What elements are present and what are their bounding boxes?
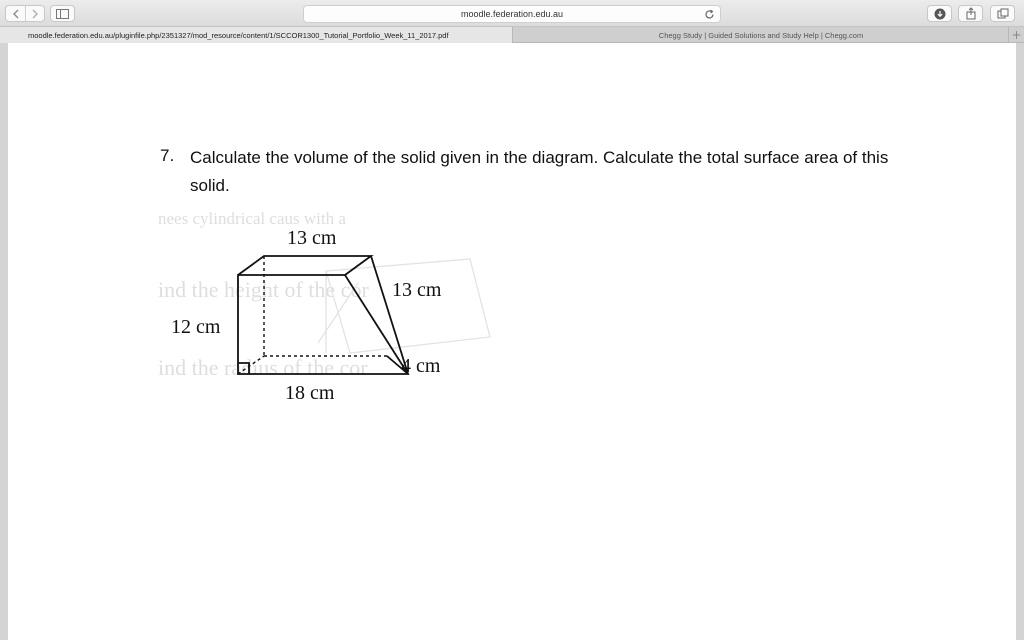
share-icon bbox=[965, 7, 977, 20]
prism-diagram bbox=[158, 209, 503, 428]
forward-button[interactable] bbox=[25, 6, 44, 21]
new-tab-button[interactable]: + bbox=[1008, 27, 1024, 43]
tabs-overview-button[interactable] bbox=[990, 5, 1015, 22]
ghost-text: ind the radius of the cor bbox=[158, 355, 368, 380]
tabs-overview-icon bbox=[997, 8, 1009, 19]
share-button[interactable] bbox=[958, 5, 983, 22]
sidebar-button[interactable] bbox=[50, 5, 75, 22]
label-bottom-length: 18 cm bbox=[285, 382, 335, 404]
label-depth: 4 cm bbox=[401, 355, 441, 377]
pdf-viewer bbox=[0, 43, 1024, 640]
address-text: moodle.federation.edu.au bbox=[460, 9, 564, 19]
tab-bar bbox=[0, 27, 1024, 43]
chevron-left-icon bbox=[12, 9, 20, 19]
download-icon bbox=[934, 8, 946, 20]
ghost-text: ind the height of the cor bbox=[158, 277, 369, 302]
tab-chegg[interactable] bbox=[514, 27, 1008, 43]
back-button[interactable] bbox=[6, 6, 25, 21]
chevron-right-icon bbox=[31, 9, 39, 19]
address-bar[interactable] bbox=[303, 5, 721, 23]
reload-icon bbox=[704, 9, 715, 20]
question-text: Calculate the volume of the solid given in the diagram. Calculate the total surface area of this solid. bbox=[190, 148, 889, 195]
tab-label: moodle.federation.edu.au/pluginfile.php/2351327/mod_resource/content/1/SCCOR1300_Tutorial_Portfolio_Week_11_2017.pdf bbox=[28, 30, 449, 40]
tab-label: Chegg Study | Guided Solutions and Study Help | Chegg.com bbox=[658, 30, 864, 40]
nav-buttons bbox=[5, 5, 45, 22]
download-button[interactable] bbox=[927, 5, 952, 22]
browser-toolbar bbox=[0, 0, 1024, 27]
tab-pdf[interactable] bbox=[0, 27, 513, 43]
ghost-text: nees cylindrical caus with a bbox=[158, 209, 346, 228]
question-number: 7. bbox=[160, 146, 175, 165]
label-height: 12 cm bbox=[171, 316, 221, 338]
pdf-page bbox=[8, 43, 1016, 640]
reload-button[interactable] bbox=[703, 8, 715, 20]
label-slant-length: 13 cm bbox=[392, 279, 442, 301]
sidebar-icon bbox=[56, 9, 69, 19]
label-top-length: 13 cm bbox=[287, 227, 337, 249]
